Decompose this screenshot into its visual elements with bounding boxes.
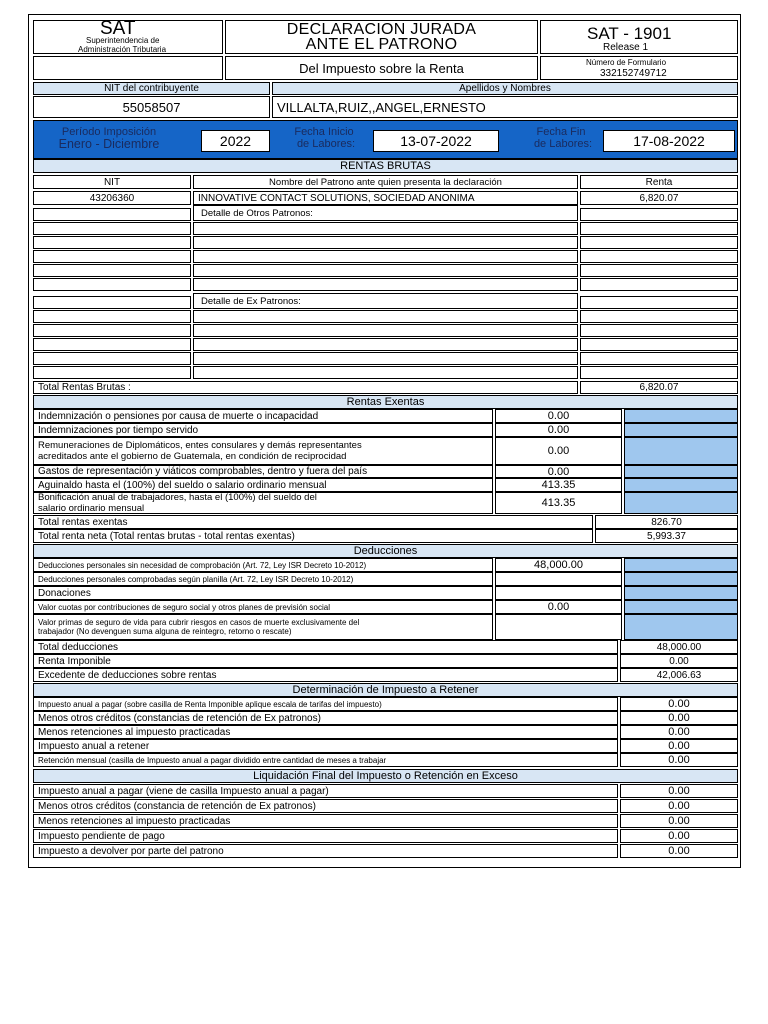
exenta-value: 0.00 [495,409,622,423]
detail-nit-cell[interactable] [33,296,191,309]
sat-logo: SAT [100,20,136,39]
detail-renta-cell[interactable] [580,338,738,351]
rentas-exentas-title: Rentas Exentas [33,395,738,409]
detail-name-cell[interactable] [193,250,578,263]
deduccion-value [495,572,622,586]
renta-imponible-label: Renta Imponible [33,654,618,668]
detail-name-cell[interactable] [193,278,578,291]
detail-nit-cell[interactable] [33,352,191,365]
liquidacion-label: Menos otros créditos (constancia de retención de Ex patronos) [33,799,618,813]
main-employer-nit: 43206360 [33,191,191,205]
otros-patronos-label: Detalle de Otros Patronos: [201,208,313,219]
subtitle-box: Del Impuesto sobre la Renta [225,56,538,80]
detail-nit-cell[interactable] [33,264,191,277]
deduccion-input[interactable] [624,558,738,572]
detail-name-cell[interactable] [193,264,578,277]
deduccion-label: Valor cuotas por contribuciones de seguro social y otros planes de previsión social [33,600,493,614]
detail-nit-cell[interactable] [33,222,191,235]
detail-nit-cell[interactable] [33,310,191,323]
exenta-value: 0.00 [495,423,622,437]
detail-name-cell[interactable] [193,222,578,235]
excedente-value: 42,006.63 [620,668,738,682]
liquidacion-label: Menos retenciones al impuesto practicadas [33,814,618,828]
year-field[interactable]: 2022 [201,130,270,152]
exenta-label [33,437,493,465]
detail-nit-cell[interactable] [33,324,191,337]
determinacion-value: 0.00 [620,725,738,739]
exenta-input[interactable] [624,478,738,492]
determinacion-title: Determinación de Impuesto a Retener [33,683,738,697]
exenta-input[interactable] [624,423,738,437]
detail-nit-cell[interactable] [33,366,191,379]
declaration-form [28,14,741,868]
end-date-field[interactable]: 17-08-2022 [603,130,735,152]
detail-nit-cell[interactable] [33,278,191,291]
detail-name-cell[interactable] [193,236,578,249]
detail-renta-cell[interactable] [580,352,738,365]
total-rentas-brutas-value: 6,820.07 [580,381,738,394]
detail-nit-cell[interactable] [33,250,191,263]
period-band [33,120,738,159]
deduccion-label: Donaciones [33,586,493,600]
deducciones-title: Deducciones [33,544,738,558]
deduccion-value [495,614,622,640]
determinacion-value: 0.00 [620,697,738,711]
detail-name-cell[interactable] [193,366,578,379]
deduccion-label [33,614,493,640]
form-number-box [540,56,738,80]
agency-line2: Administración Tributaria [78,45,167,54]
form-code: SAT - 1901 [587,24,672,43]
detail-renta-cell[interactable] [580,236,738,249]
detail-name-cell[interactable] [193,310,578,323]
detail-renta-cell[interactable] [580,296,738,309]
exenta-input[interactable] [624,409,738,423]
nit-value: 55058507 [33,96,270,118]
form-number: 332152749712 [600,68,667,79]
title-box [225,20,538,54]
total-deducciones-value: 48,000.00 [620,640,738,654]
liquidacion-value: 0.00 [620,784,738,798]
liquidacion-value: 0.00 [620,814,738,828]
deduccion-label-line2: trabajador (No devenguen suma alguna de reintegro, retorno o rescate) [38,627,292,636]
determinacion-value: 0.00 [620,711,738,725]
detail-renta-cell[interactable] [580,366,738,379]
detail-renta-cell[interactable] [580,250,738,263]
exenta-value: 0.00 [495,437,622,465]
detail-renta-cell[interactable] [580,222,738,235]
excedente-label: Excedente de deducciones sobre rentas [33,668,618,682]
liquidacion-value: 0.00 [620,844,738,858]
exenta-label: Gastos de representación y viáticos comprobables, dentro y fuera del país [33,465,493,478]
exenta-input[interactable] [624,492,738,514]
renta-neta-value: 5,993.37 [595,529,738,543]
determinacion-label: Menos otros créditos (constancias de retención de Ex patronos) [33,711,618,725]
determinacion-label: Menos retenciones al impuesto practicadas [33,725,618,739]
header-blank-box [33,56,223,80]
liquidacion-title: Liquidación Final del Impuesto o Retención en Exceso [33,769,738,783]
detail-renta-cell[interactable] [580,208,738,221]
detail-nit-cell[interactable] [33,208,191,221]
names-label: Apellidos y Nombres [272,82,738,95]
exenta-input[interactable] [624,437,738,465]
deduccion-value [495,586,622,600]
liquidacion-value: 0.00 [620,799,738,813]
nit-label: NIT del contribuyente [33,82,270,95]
exenta-label [33,492,493,514]
exenta-label-line1: Remuneraciones de Diplomáticos, entes consulares y demás representantes [38,440,362,451]
end-label: Fecha Fin de Labores: [533,126,593,150]
exenta-label: Aguinaldo hasta el (100%) del sueldo o salario ordinario mensual [33,478,493,492]
title-line2: ANTE EL PATRONO [305,36,458,53]
exenta-label-line2: salario ordinario mensual [38,503,145,514]
detail-renta-cell[interactable] [580,324,738,337]
exenta-value: 413.35 [495,478,622,492]
determinacion-value: 0.00 [620,753,738,767]
detail-renta-cell[interactable] [580,310,738,323]
deduccion-input[interactable] [624,586,738,600]
exenta-value: 0.00 [495,465,622,478]
deduccion-label-line1: Valor primas de seguro de vida para cubrir riesgos en casos de muerte exclusivamente del [38,618,360,627]
detail-renta-cell[interactable] [580,264,738,277]
renta-neta-label: Total renta neta (Total rentas brutas - total rentas exentas) [33,529,593,543]
exenta-label: Indemnización o pensiones por causa de muerte o incapacidad [33,409,493,423]
agency-line1: Superintendencia de [86,36,160,45]
form-code-box [540,20,738,54]
deduccion-input[interactable] [624,600,738,614]
determinacion-value: 0.00 [620,739,738,753]
liquidacion-label: Impuesto pendiente de pago [33,829,618,843]
detail-renta-cell[interactable] [580,278,738,291]
col-nit: NIT [33,175,191,189]
total-exentas-label: Total rentas exentas [33,515,593,529]
exenta-label-line1: Bonificación anual de trabajadores, hasta el (100%) del sueldo del [38,492,317,503]
detail-name-cell[interactable] [193,338,578,351]
exenta-label: Indemnizaciones por tiempo servido [33,423,493,437]
form-number-label: Número de Formulario [586,58,667,67]
deduccion-input[interactable] [624,614,738,640]
detail-name-cell[interactable] [193,352,578,365]
ex-patronos-label: Detalle de Ex Patronos: [201,296,301,307]
determinacion-label: Impuesto anual a retener [33,739,618,753]
release-label: Release 1 [603,42,649,53]
detail-nit-cell[interactable] [33,338,191,351]
main-employer-renta: 6,820.07 [580,191,738,205]
start-date-field[interactable]: 13-07-2022 [373,130,499,152]
deduccion-value: 48,000.00 [495,558,622,572]
deduccion-input[interactable] [624,572,738,586]
determinacion-label: Impuesto anual a pagar (sobre casilla de Renta Imponible aplique escala de tarifas del impuesto) [33,697,618,711]
liquidacion-label: Impuesto anual a pagar (viene de casilla Impuesto anual a pagar) [33,784,618,798]
determinacion-label: Retención mensual (casilla de Impuesto anual a pagar dividido entre cantidad de meses a trabajar [33,753,618,767]
deduccion-label: Deducciones personales comprobadas según planilla (Art. 72, Ley ISR Decreto 10-2012) [33,572,493,586]
period-label: Período Imposición Enero - Diciembre [58,126,160,151]
rentas-brutas-title: RENTAS BRUTAS [33,159,738,173]
logo-box [33,20,223,54]
col-renta: Renta [580,175,738,189]
liquidacion-value: 0.00 [620,829,738,843]
detail-nit-cell[interactable] [33,236,191,249]
col-employer-name: Nombre del Patrono ante quien presenta la declaración [193,175,578,189]
title-line1: DECLARACION JURADA [286,21,477,38]
deduccion-label: Deducciones personales sin necesidad de comprobación (Art. 72, Ley ISR Decreto 10-2012) [33,558,493,572]
detail-name-cell[interactable] [193,324,578,337]
start-label: Fecha Inicio de Labores: [294,126,356,150]
total-exentas-value: 826.70 [595,515,738,529]
main-employer-name: INNOVATIVE CONTACT SOLUTIONS, SOCIEDAD ANONIMA [193,191,578,205]
exenta-input[interactable] [624,465,738,478]
deduccion-value: 0.00 [495,600,622,614]
total-rentas-brutas-label: Total Rentas Brutas : [33,381,578,394]
renta-imponible-value: 0.00 [620,654,738,668]
liquidacion-label: Impuesto a devolver por parte del patrono [33,844,618,858]
exenta-label-line2: acreditados ante el gobierno de Guatemala, en condición de reciprocidad [38,451,347,462]
exenta-value: 413.35 [495,492,622,514]
names-value: VILLALTA,RUIZ,,ANGEL,ERNESTO [272,96,738,118]
total-deducciones-label: Total deducciones [33,640,618,654]
